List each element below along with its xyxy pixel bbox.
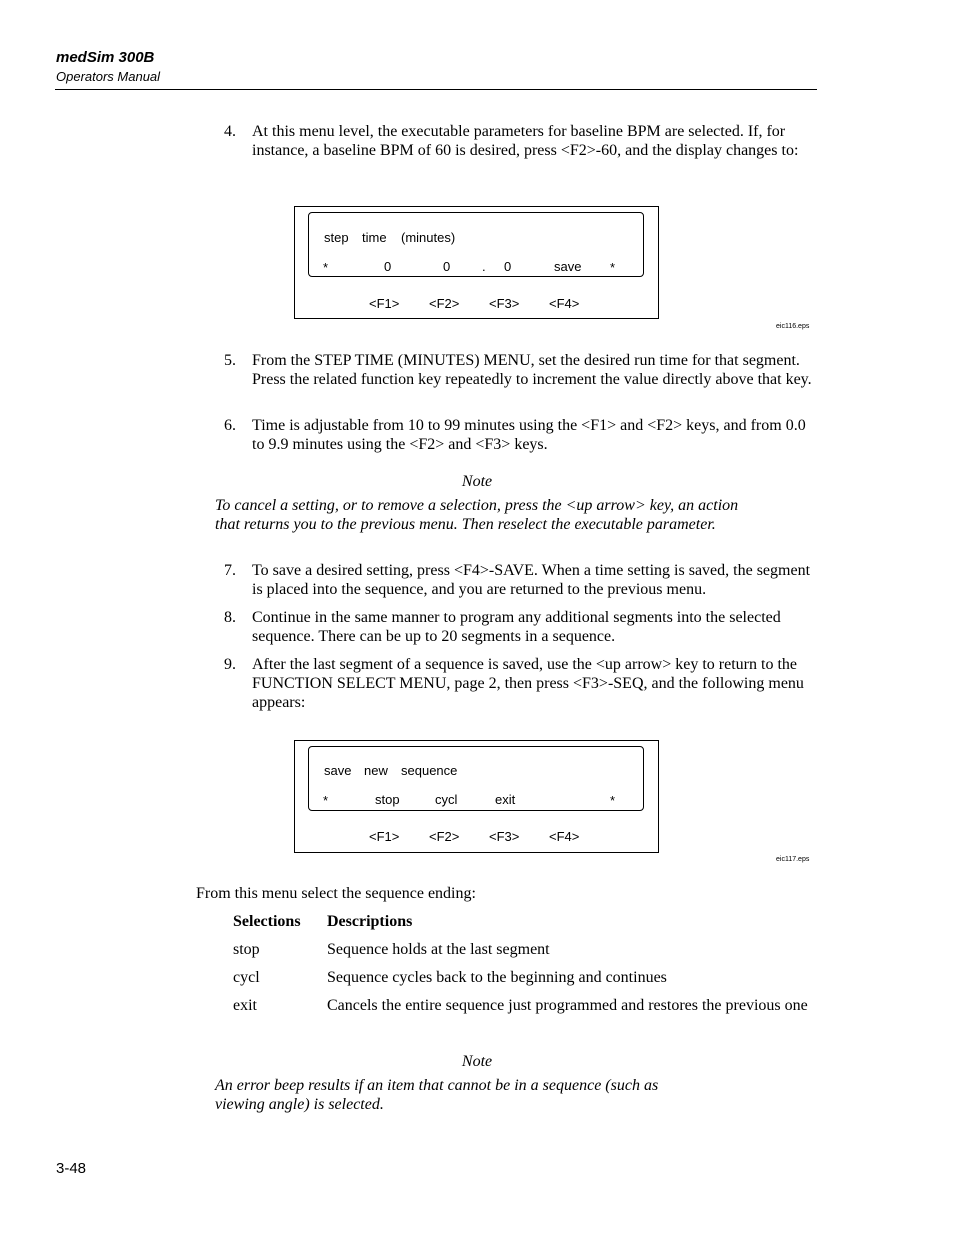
f2-key-label: <F2> [429,829,460,844]
lcd-value: stop [375,792,400,807]
lcd-value: cycl [435,792,458,807]
note-text: To cancel a setting, or to remove a selection, press the <up arrow> key, an action that returns you to the previous menu. Then reselect the executable parameter. [215,497,739,533]
lcd-word: time [362,230,387,245]
note-text: An error beep results if an item that cannot be in a sequence (such as viewing angle) is selected. [215,1077,659,1113]
star-icon: * [610,260,616,275]
table-cell-selection: exit [233,997,257,1014]
step-text: At this menu level, the executable parameters for baseline BPM are selected. If, for instance, a baseline BPM of 60 is desired, press <F2>-60, and the display changes to: [252,123,799,159]
star-icon: * [323,260,329,275]
f3-key-label: <F3> [489,296,520,311]
manual-title: medSim 300B [56,49,155,66]
step-number: 6. [224,417,236,434]
f3-key-label: <F3> [489,829,520,844]
lcd-word: step [324,230,349,245]
step-text: To save a desired setting, press <F4>-SAVE. When a time setting is saved, the segment is placed into the sequence, and you are returned to the previous menu. [252,562,811,598]
lcd-word: (minutes) [401,230,456,245]
lcd-word: sequence [401,763,458,778]
f2-key-label: <F2> [429,296,460,311]
column-header-selections: Selections [233,913,301,930]
note-label: Note [461,1053,493,1070]
table-cell-selection: stop [233,941,260,958]
f1-key-label: <F1> [369,296,400,311]
f4-key-label: <F4> [549,296,580,311]
figure-caption: eic116.eps [776,323,810,330]
lcd-value: exit [495,792,516,807]
step-text: Continue in the same manner to program any additional segments into the selected sequence. There can be up to 20 segments in a sequence. [252,609,781,645]
star-icon: * [323,793,329,808]
lcd-value: save [554,259,582,274]
step-number: 9. [224,656,236,673]
lcd-display-step-time [294,206,659,319]
lcd-value: . [482,259,486,274]
selection-intro: From this menu select the sequence ending: [196,885,476,902]
manual-subtitle: Operators Manual [56,69,161,84]
table-cell-description: Cancels the entire sequence just programmed and restores the previous one [327,997,808,1014]
star-icon: * [610,793,616,808]
table-cell-description: Sequence holds at the last segment [327,941,550,958]
step-text: From the STEP TIME (MINUTES) MENU, set the desired run time for that segment. Press the related function key repeatedly to increment the value directly above that key. [252,352,812,388]
lcd-value: 0 [384,259,392,274]
lcd-value: 0 [504,259,512,274]
lcd-word: save [324,763,352,778]
lcd-screen [308,746,644,811]
table-cell-selection: cycl [233,969,260,986]
step-number: 5. [224,352,236,369]
f4-key-label: <F4> [549,829,580,844]
lcd-screen [308,212,644,277]
lcd-word: new [364,763,388,778]
lcd-display-save-sequence [294,740,659,853]
step-number: 8. [224,609,236,626]
lcd-value: 0 [443,259,451,274]
step-number: 7. [224,562,236,579]
step-text: Time is adjustable from 10 to 99 minutes using the <F1> and <F2> keys, and from 0.0 to 9.9 minutes using the <F2> and <F3> keys. [252,417,806,453]
note-label: Note [461,473,493,490]
f1-key-label: <F1> [369,829,400,844]
figure-caption: eic117.eps [776,856,810,863]
step-number: 4. [224,123,236,140]
step-text: After the last segment of a sequence is saved, use the <up arrow> key to return to the FUNCTION SELECT MENU, page 2, then press <F3>-SEQ, and the following menu appears: [252,656,804,711]
page-number: 3-48 [56,1160,87,1177]
table-cell-description: Sequence cycles back to the beginning and continues [327,969,667,986]
header-rule [55,89,817,90]
column-header-descriptions: Descriptions [327,913,413,930]
